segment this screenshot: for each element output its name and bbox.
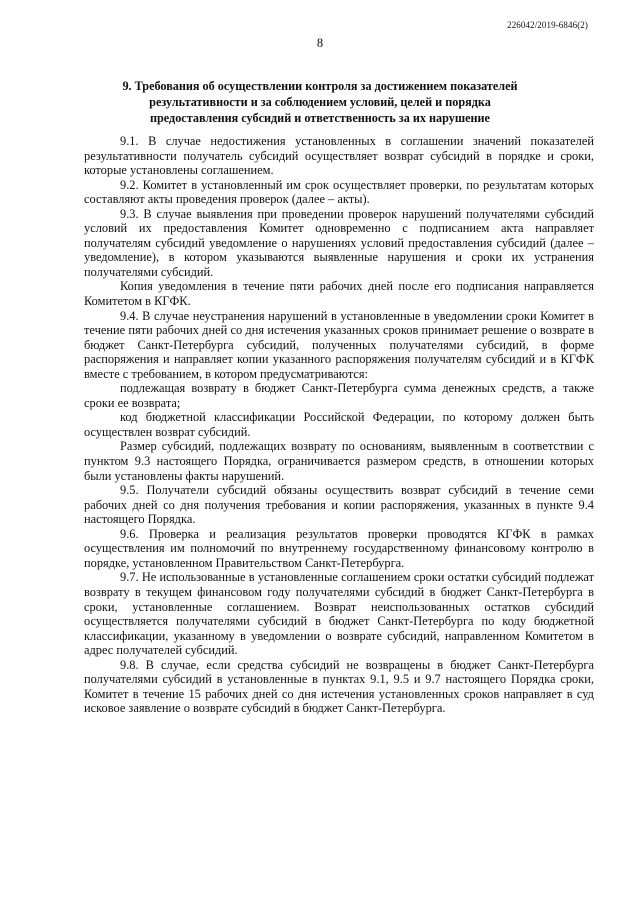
paragraph-9-7: 9.7. Не использованные в установленные соглашением сроки остатки субсидий подлежат возврату в текущем финансовом году получателями субсидий в бюджет Санкт-Петербурга в сроки, установленные соглашением. Возврат неиспользованных остатков субсидий осуществляется получателями субсидий в бюджет Санкт-Петербурга по коду бюджетной классификации, указанному в уведомлении о возврате субсидий, направленном Комитетом в адрес получателей субсидий. bbox=[84, 570, 594, 658]
paragraph-amount-item: подлежащая возврату в бюджет Санкт-Петербурга сумма денежных средств, а также сроки ее возврата; bbox=[84, 381, 594, 410]
paragraph-9-1: 9.1. В случае недостижения установленных в соглашении значений показателей результативности получатель субсидий осуществляет возврат субсидий в порядке и сроки, которые установлены соглашением. bbox=[84, 134, 594, 178]
paragraph-9-2: 9.2. Комитет в установленный им срок осуществляет проверки, по результатам которых составляют акты проведения проверок (далее – акты). bbox=[84, 177, 594, 207]
paragraph-9-8: 9.8. В случае, если средства субсидий не возвращены в бюджет Санкт-Петербурга получателями субсидий в установленные в пунктах 9.1, 9.5 и 9.7 настоящего Порядка сроки, Комитет в течение 15 рабочих дней со дня истечения установленных сроков направляет в суд исковое заявление о возврате субсидий в бюджет Санкт-Петербурга. bbox=[84, 657, 594, 716]
paragraph-refund-limit: Размер субсидий, подлежащих возврату по основаниям, выявленным в соответствии с пунктом 9.3 настоящего Порядка, ограничивается размером средств, в отношении которых были установлены факты нарушений. bbox=[84, 439, 594, 483]
paragraph-9-4: 9.4. В случае неустранения нарушений в установленные в уведомлении сроки Комитет в течение пяти рабочих дней со дня истечения указанных сроков принимает решение о возврате в бюджет Санкт-Петербурга субсидий, полученных получателями субсидий, в форме распоряжения и направляет копии указанного распоряжения получателям субсидий и в КГФК вместе с требованием, в котором предусматриваются: bbox=[84, 308, 594, 381]
document-id: 226042/2019-6846(2) bbox=[507, 20, 588, 30]
section-heading: 9. Требования об осуществлении контроля за достижением показателей результативности и за соблюдением условий, целей и порядка предоставления субсидий и ответственность за их нарушение bbox=[122, 79, 518, 125]
paragraph-budget-code-item: код бюджетной классификации Российской Федерации, по которому должен быть осуществлен возврат субсидий. bbox=[84, 410, 594, 439]
page-number: 8 bbox=[316, 36, 324, 50]
paragraph-9-3: 9.3. В случае выявления при проведении проверок нарушений получателями субсидий условий их предоставления Комитет одновременно с подписанием акта направляет получателям субсидий уведомление о нарушениях условий предоставления субсидий (далее – уведомление), в котором указываются выявленные нарушения и сроки их устранения получателями субсидий. bbox=[84, 206, 594, 279]
paragraph-9-5: 9.5. Получатели субсидий обязаны осуществить возврат субсидий в течение семи рабочих дней со дня получения требования и копии распоряжения, указанных в пункте 9.4 настоящего Порядка. bbox=[84, 483, 594, 527]
paragraph-copy-notice: Копия уведомления в течение пяти рабочих дней после его подписания направляется Комитетом в КГФК. bbox=[84, 279, 594, 309]
section-body bbox=[84, 134, 594, 716]
paragraph-9-6: 9.6. Проверка и реализация результатов проверки проводятся КГФК в рамках осуществления им полномочий по внутреннему государственному финансовому контролю в порядке, установленном Правительством Санкт-Петербурга. bbox=[84, 526, 594, 570]
